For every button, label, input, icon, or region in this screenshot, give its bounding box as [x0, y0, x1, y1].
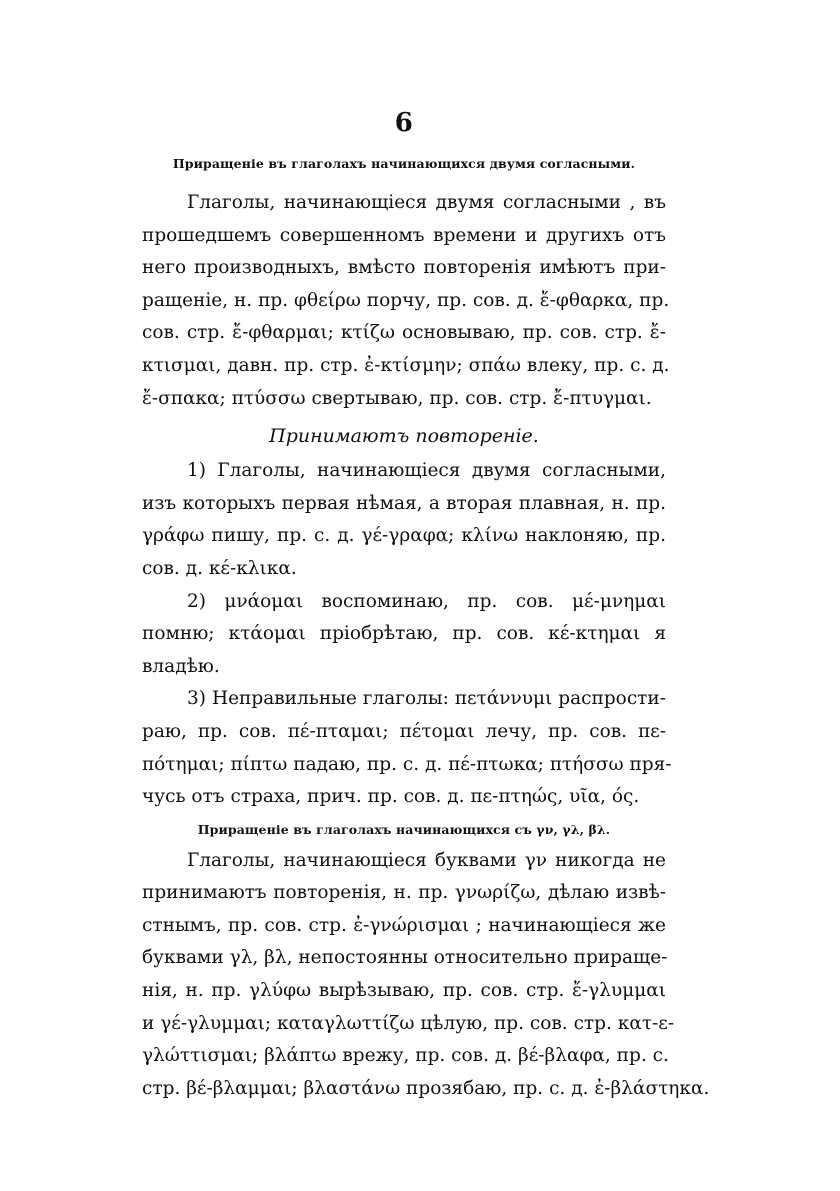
text-line: 2) μνάομαι воспоминаю, пр. сов. μέ-μνημαι	[187, 590, 666, 612]
book-page	[142, 108, 710, 1105]
text-line: Глаголы, начинающіеся буквами γν никогда не	[187, 849, 666, 871]
text-line: чусь отъ страха, прич. пр. сов. д. πε-πτηώς, υῖα, ός.	[142, 786, 640, 808]
text-line: принимаютъ повторенія, н. пр. γνωρίζω, дѣлаю извѣ-	[142, 882, 666, 904]
paragraph-two-consonants	[142, 187, 670, 415]
text-line: и γέ-γλυμμαι; καταγλωττίζω цѣлую, пр. сов. стр. κατ-ε-	[142, 1012, 675, 1034]
list-item-2	[142, 586, 666, 684]
list-item-3	[142, 683, 672, 813]
text-line: изъ которыхъ первая нѣмая, а вторая плавная, н. пр.	[142, 492, 666, 514]
page-number: 6	[394, 108, 414, 138]
text-line: прошедшемъ совершенномъ времени и другихъ отъ	[142, 224, 666, 246]
section-heading-two-consonants: Приращеніе въ глаголахъ начинающихся двумя согласными.	[172, 156, 636, 171]
text-line: πότημαι; πίπτω падаю, пр. с. д. πέ-πτωκα; πτήσσω пря-	[142, 753, 672, 775]
text-line: помню; κτάομαι пріобрѣтаю, пр. сов. κέ-κτημαι я	[142, 623, 666, 645]
text-line: κτισμαι, давн. пр. стр. ἐ-κτίσμην; σπάω влеку, пр. с. д.	[142, 354, 670, 376]
text-line: владѣю.	[142, 655, 220, 677]
text-line: сов. стр. ἔ-φθαρμαι; κτίζω основываю, пр. сов. стр. ἔ-	[142, 322, 666, 344]
text-line: раю, пр. сов. πέ-πταμαι; πέτομαι лечу, пр. сов. πε-	[142, 720, 666, 742]
text-line: γράφω пишу, пр. с. д. γέ-γραφα; κλίνω наклоняю, пр.	[142, 525, 666, 547]
text-line: сов. д. κέ-κλικα.	[142, 557, 297, 579]
section-heading-gn-gl-bl: Приращеніе въ глаголахъ начинающихся съ γν, γλ, βλ.	[197, 821, 611, 837]
subheading-reduplication: Принимаютъ повтореніе.	[269, 425, 539, 448]
text-line: 3) Неправильные глаголы: πετάννυμι распрости-	[187, 688, 666, 710]
text-line: γλώττισμαι; βλάπτω врежу, пр. сов. д. βέ-βλαφα, пр. с.	[142, 1045, 669, 1067]
text-line: ращеніе, н. пр. φθείρω порчу, пр. сов. д. ἔ-φθαρκα, пр.	[142, 289, 670, 311]
text-line: 1) Глаголы, начинающіеся двумя согласными,	[187, 460, 666, 482]
text-line: ἔ-σπακα; πτύσσω свертываю, пр. сов. стр. ἔ-πτυγμαι.	[142, 387, 652, 409]
text-line: стр. βέ-βλαμμαι; βλαστάνω прозябаю, пр. с. д. ἐ-βλάστηκα.	[142, 1077, 710, 1099]
list-item-1	[142, 455, 666, 585]
text-line: стнымъ, пр. сов. стр. ἐ-γνώρισμαι ; начинающіеся же	[142, 914, 666, 936]
text-line: буквами γλ, βλ, непостоянны относительно приращe-	[142, 947, 668, 969]
text-line: нія, н. пр. γλύφω вырѣзываю, пр. сов. стр. ἔ-γλυμμαι	[142, 980, 666, 1002]
text-line: него производныхъ, вмѣсто повторенія имѣютъ при-	[142, 257, 666, 279]
paragraph-gn-gl-bl	[142, 845, 710, 1106]
text-line: Глаголы, начинающіеся двумя согласными , въ	[187, 192, 666, 213]
